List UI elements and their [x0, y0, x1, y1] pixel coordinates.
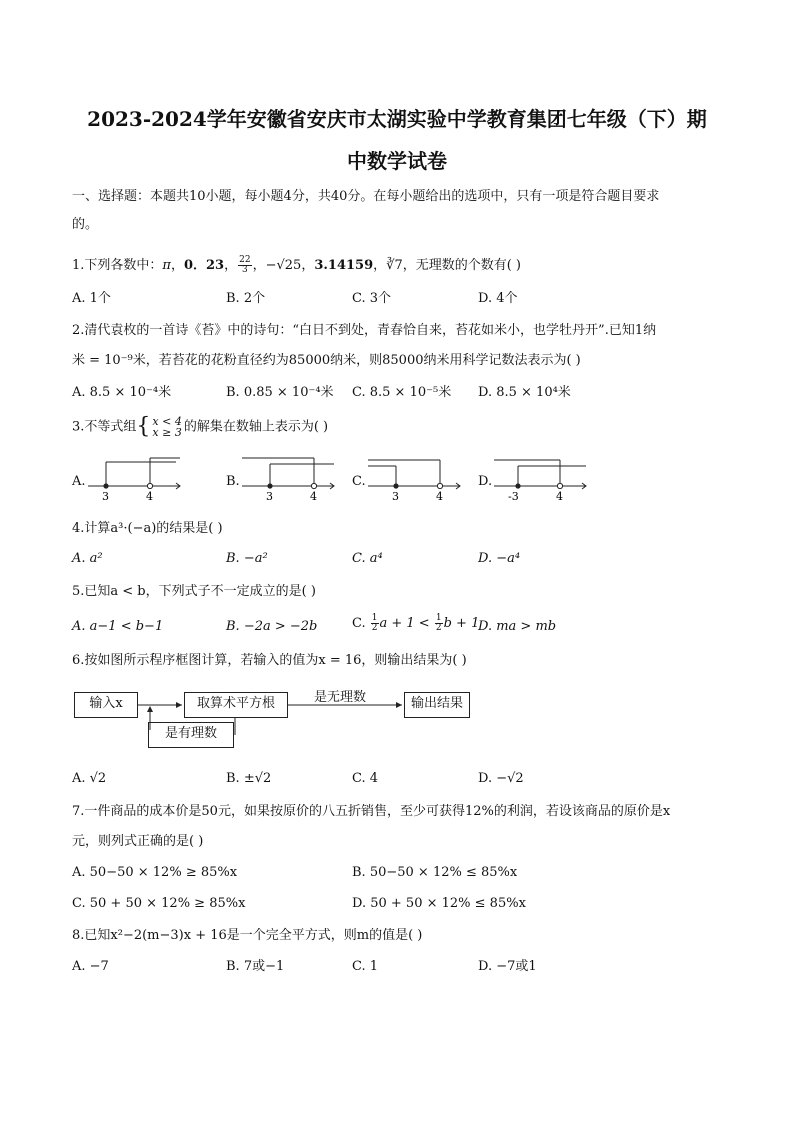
q1-frac-den: 3: [241, 265, 248, 275]
tick-label-right: 4: [146, 490, 153, 503]
q1-sep1: ，: [170, 258, 184, 273]
tick-label-left: 3: [266, 490, 273, 503]
q4-option-c[interactable]: C. a⁴: [352, 551, 383, 566]
q1-option-c[interactable]: C. 3个: [352, 291, 392, 306]
q1-number: 3.14159: [314, 258, 374, 273]
q2-stem-line2: 米 = 10⁻⁹米，若苔花的花粉直径约为85000纳米，则85000纳米用科学记数法表示为( ): [72, 353, 581, 368]
q4-option-a[interactable]: A. a²: [72, 551, 103, 566]
q5-c-end: b + 1: [443, 616, 480, 631]
q5-c-mid: a + 1 <: [379, 616, 430, 631]
q5-option-a[interactable]: A. a−1 < b−1: [72, 619, 164, 634]
q7-stem-line1: 7.一件商品的成本价是50元，如果按原价的八五折销售，至少可获得12%的利润，若设该商品的原价是x: [72, 804, 671, 819]
tick-label-left: -3: [508, 490, 519, 503]
q7-stem-line2: 元，则列式正确的是( ): [72, 834, 204, 849]
q5-c-frac2-num: 1: [435, 613, 442, 623]
q1-neg-sqrt: −√25: [265, 258, 302, 273]
q1-option-a[interactable]: A. 1个: [72, 291, 111, 306]
q2-stem-line1: 2.清代袁枚的一首诗《苔》中的诗句：“白日不到处，青春恰自来，苔花如米小，也学牡丹开”.已知1纳: [72, 323, 657, 338]
q7-option-a[interactable]: A. 50−50 × 12% ≥ 85%x: [72, 865, 238, 880]
q5-stem: 5.已知a < b，下列式子不一定成立的是( ): [72, 584, 316, 599]
tick-label-right: 4: [310, 490, 317, 503]
q6-option-a[interactable]: A. √2: [72, 771, 107, 786]
q2-option-d[interactable]: D. 8.5 × 10⁴米: [478, 385, 571, 400]
q1-frac-num: 22: [239, 255, 251, 265]
q8-option-b[interactable]: B. 7或−1: [226, 959, 285, 974]
q1-option-b[interactable]: B. 2个: [226, 291, 266, 306]
q6-stem: 6.按如图所示程序框图计算，若输入的值为x = 16，则输出结果为( ): [72, 653, 467, 668]
q5-option-c-letter: C.: [352, 616, 366, 631]
flow-rational-label-box: 是有理数: [148, 722, 234, 748]
q3-option-d-letter[interactable]: D.: [478, 474, 493, 489]
q1-stem-suffix: ，无理数的个数有( ): [402, 258, 521, 273]
q4-option-b[interactable]: B. −a²: [226, 551, 268, 566]
q1-repeating-decimal: 0．23: [183, 258, 225, 273]
q4-stem: 4.计算a³·(−a)的结果是( ): [72, 521, 223, 536]
q1-sep4: ，: [301, 258, 315, 273]
q2-option-c[interactable]: C. 8.5 × 10⁻⁵米: [352, 385, 452, 400]
q5-c-frac1-num: 1: [371, 613, 378, 623]
q5-c-frac2-den: 2: [435, 623, 442, 633]
section-header-line1: 一、选择题：本题共10小题，每小题4分，共40分。在每小题给出的选项中，只有一项是符合题目要求: [72, 189, 660, 204]
exam-title-line2: 中数学试卷: [347, 149, 447, 173]
flow-input-box: 输入x: [74, 692, 138, 718]
q7-option-b[interactable]: B. 50−50 × 12% ≤ 85%x: [352, 865, 518, 880]
q6-option-b[interactable]: B. ±√2: [226, 771, 272, 786]
q8-option-a[interactable]: A. −7: [72, 959, 109, 974]
q8-stem: 8.已知x²−2(m−3)x + 16是一个完全平方式，则m的值是( ): [72, 928, 423, 943]
q1-stem-prefix: 1.下列各数中：: [72, 258, 163, 273]
q5-c-frac1-den: 2: [371, 623, 378, 633]
section-header-line2: 的。: [72, 217, 99, 232]
tick-label-right: 4: [436, 490, 443, 503]
q1-sep5: ，: [373, 258, 387, 273]
tick-label-right: 4: [556, 490, 563, 503]
q5-option-d[interactable]: D. ma > mb: [478, 619, 557, 634]
arrowhead: [176, 702, 182, 708]
q1-sep2: ，: [224, 258, 238, 273]
q3-sys-bot: x ≥ 3: [152, 426, 182, 439]
q2-option-a[interactable]: A. 8.5 × 10⁻⁴米: [72, 385, 172, 400]
q5-option-b[interactable]: B. −2a > −2b: [226, 619, 318, 634]
arrowhead: [147, 706, 153, 712]
flow-process-box: 取算术平方根: [184, 692, 288, 718]
q8-option-d[interactable]: D. −7或1: [478, 959, 537, 974]
q6-option-d[interactable]: D. −√2: [478, 771, 524, 786]
q8-option-c[interactable]: C. 1: [352, 959, 379, 974]
q3-brace: {: [136, 414, 151, 439]
q1-cbrt: ∛7: [386, 258, 403, 273]
q1-sep3: ，: [252, 258, 266, 273]
q3-option-a-letter[interactable]: A.: [72, 474, 86, 489]
tick-label-left: 3: [102, 490, 109, 503]
exam-title-line1: 2023-2024学年安徽省安庆市太湖实验中学教育集团七年级（下）期: [87, 107, 707, 131]
q4-option-d[interactable]: D. −a⁴: [478, 551, 521, 566]
q6-option-c[interactable]: C. 4: [352, 771, 379, 786]
q7-option-d[interactable]: D. 50 + 50 × 12% ≤ 85%x: [352, 896, 526, 911]
arrowhead: [396, 702, 402, 708]
q3-sys-top: x < 4: [152, 415, 182, 428]
q2-option-b[interactable]: B. 0.85 × 10⁻⁴米: [226, 385, 334, 400]
q3-stem-prefix: 3.不等式组: [72, 419, 137, 435]
q7-option-c[interactable]: C. 50 + 50 × 12% ≥ 85%x: [72, 896, 246, 911]
q3-option-b-letter[interactable]: B.: [226, 474, 240, 489]
q1-pi: π: [162, 258, 171, 273]
q3-stem-suffix: 的解集在数轴上表示为( ): [183, 419, 329, 435]
q1-option-d[interactable]: D. 4个: [478, 291, 518, 306]
flow-output-box: 输出结果: [404, 692, 470, 718]
flow-irrational-label: 是无理数: [314, 690, 367, 705]
tick-label-left: 3: [392, 490, 399, 503]
q3-option-c-letter[interactable]: C.: [352, 474, 366, 489]
